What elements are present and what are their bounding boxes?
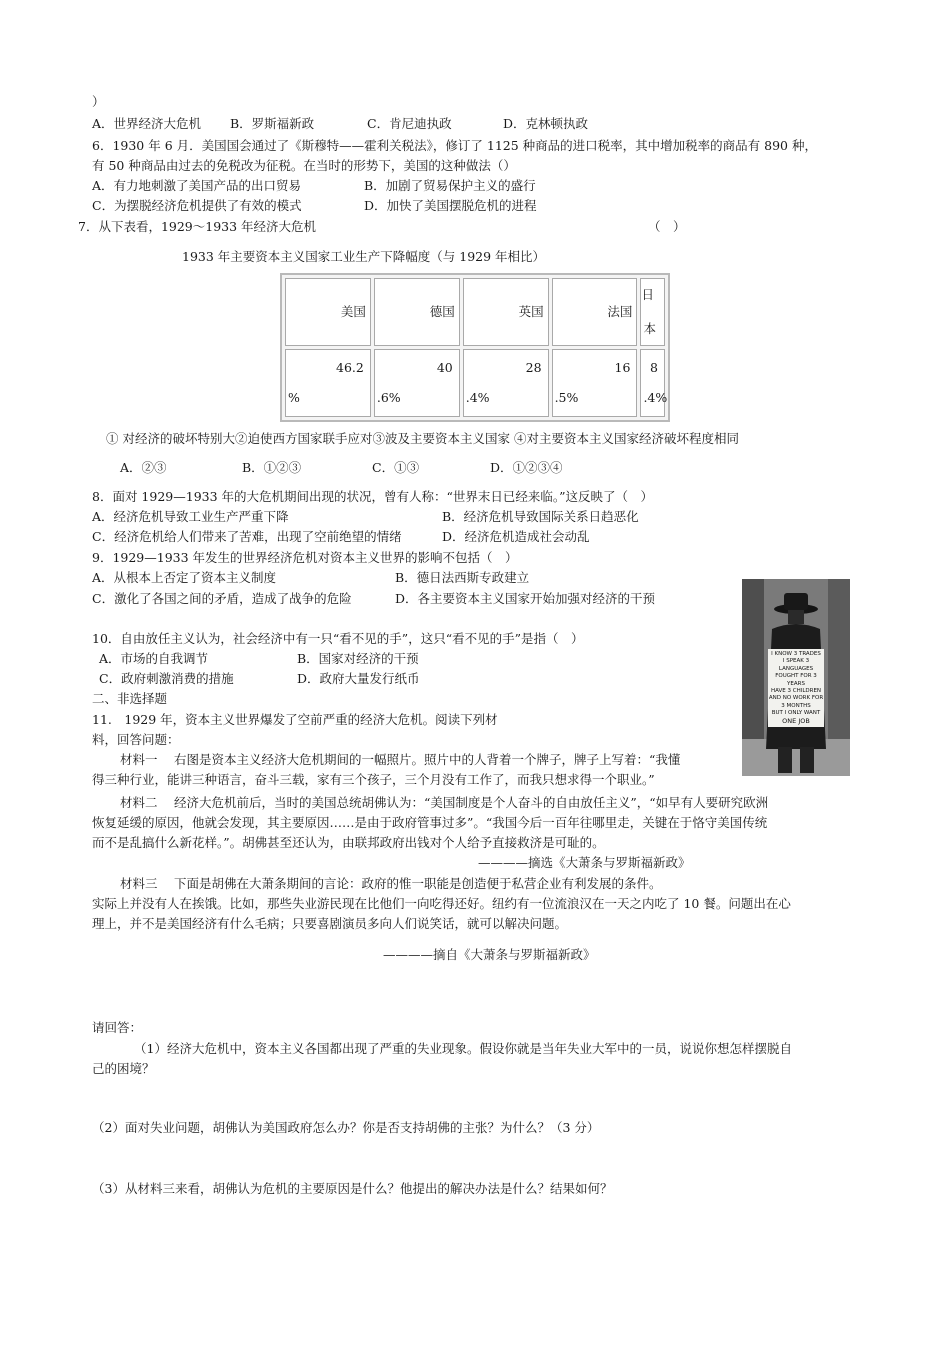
q5-option-c: C．肯尼迪执政 xyxy=(367,116,452,131)
header-germany: 德国 xyxy=(374,278,460,346)
sign-line: AND NO WORK FOR xyxy=(768,695,824,702)
q8-option-b: B．经济危机导致国际关系日趋恶化 xyxy=(442,509,639,524)
header-uk: 英国 xyxy=(463,278,549,346)
value-france xyxy=(552,349,638,417)
please-answer: 请回答： xyxy=(92,1020,143,1035)
value-usa xyxy=(285,349,371,417)
q6-option-c: C．为摆脱经济危机提供了有效的模式 xyxy=(92,198,302,213)
header-japan xyxy=(640,278,665,346)
sign-line: I SPEAK 3 LANGUAGES xyxy=(778,658,814,672)
q8-option-c: C．经济危机给人们带来了苦难，出现了空前绝望的情绪 xyxy=(92,529,402,544)
material2-line3: 而不是乱搞什么新花样。”。胡佛甚至还认为，由联邦政府出钱对个人给予直接救济是可耻的。 xyxy=(92,835,605,850)
q9-option-d: D．各主要资本主义国家开始加强对经济的干预 xyxy=(395,591,656,606)
q9-option-c: C．激化了各国之间的矛盾，造成了战争的危险 xyxy=(92,591,352,606)
subquestion-3: （3）从材料三来看，胡佛认为危机的主要原因是什么？他提出的解决办法是什么？结果如何？ xyxy=(92,1181,613,1196)
sign-line: HAVE 3 CHILDREN xyxy=(770,688,822,695)
q10-option-b: B．国家对经济的干预 xyxy=(297,651,419,666)
q6-stem-line2: 有 50 种商品由过去的免税改为征税。在当时的形势下，美国的这种做法（） xyxy=(92,158,516,173)
value-germany-top: 40 xyxy=(436,360,453,375)
sign-line: FOUGHT FOR 3 YEARS xyxy=(775,673,817,687)
q10-options-row1 xyxy=(99,651,419,667)
section-heading-non-choice: 二、非选择题 xyxy=(92,691,168,706)
q6-option-a: A．有力地刺激了美国产品的出口贸易 xyxy=(92,178,302,193)
q9-option-b: B．德日法西斯专政建立 xyxy=(395,570,530,585)
material1-line2: 得三种行业，能讲三种语言，奋斗三载，家有三个孩子，三个月没有工作了，而我只想求得一个职业。” xyxy=(92,772,655,787)
value-japan-bottom: .4% xyxy=(643,390,668,406)
q9-stem: 9．1929—1933 年发生的世界经济危机对资本主义世界的影响不包括（ ） xyxy=(92,550,518,565)
material3-line3: 理上，并不是美国经济有什么毛病；只要喜剧演员多向人们说笑话，就可以解决问题。 xyxy=(92,916,568,931)
value-usa-top: 46.2 xyxy=(336,360,364,375)
material3-line2: 实际上并没有人在挨饿。比如，那些失业游民现在比他们一向吃得还好。纽约有一位流浪汉在一天之内吃了 10 餐。问题出在心 xyxy=(92,896,791,911)
q10-option-d: D．政府大量发行纸币 xyxy=(297,671,420,686)
q10-option-a: A．市场的自我调节 xyxy=(99,651,209,666)
value-uk-top: 28 xyxy=(525,360,542,375)
photo-sign xyxy=(768,649,824,727)
subquestion-2: （2）面对失业问题，胡佛认为美国政府怎么办？你是否支持胡佛的主张？为什么？（3 分） xyxy=(92,1120,600,1135)
q11-stem-line1: 11. 1929 年，资本主义世界爆发了空前严重的经济大危机。阅读下列材 xyxy=(92,712,498,727)
value-france-bottom: .5% xyxy=(554,390,579,406)
q8-options-row1 xyxy=(92,509,639,525)
value-uk xyxy=(463,349,549,417)
q5-option-d: D．克林顿执政 xyxy=(503,116,589,131)
q7-paren: （ ） xyxy=(648,219,686,234)
material2-source: ————摘选《大萧条与罗斯福新政》 xyxy=(478,855,691,870)
header-france: 法国 xyxy=(552,278,638,346)
q9-options-row2 xyxy=(92,591,655,607)
q10-option-c: C．政府刺激消费的措施 xyxy=(99,671,234,686)
q8-option-d: D．经济危机造成社会动乱 xyxy=(442,529,590,544)
q7-option-b: B．①②③ xyxy=(242,460,302,475)
unemployed-man-photo xyxy=(742,579,850,776)
q5-paren-close: ） xyxy=(92,94,105,109)
q8-stem: 8．面对 1929—1933 年的大危机期间出现的状况，曾有人称：“世界末日已经来临。”这反映了（ ） xyxy=(92,489,654,504)
value-france-top: 16 xyxy=(614,360,631,375)
q6-stem-line1: 6．1930 年 6 月．美国国会通过了《斯穆特——霍利关税法》，修订了 1125 种商品的进口税率，其中增加税率的商品有 890 种， xyxy=(92,138,817,153)
sign-line: BUT I ONLY WANT xyxy=(771,710,821,717)
q11-stem-line2: 料，回答问题： xyxy=(92,732,180,747)
value-japan-top: 8 xyxy=(650,360,658,375)
q7-option-d: D．①②③④ xyxy=(490,460,563,475)
material2-line1: 材料二 经济大危机前后，当时的美国总统胡佛认为：“美国制度是个人奋斗的自由放任主义”，“如早有人要研究欧洲 xyxy=(120,795,769,810)
header-japan-top: 日 xyxy=(641,287,654,302)
q5-options xyxy=(92,116,588,132)
q6-options-row1 xyxy=(92,178,536,194)
q7-stem: 7．从下表看，1929～1933 年经济大危机 xyxy=(78,219,317,234)
q10-options-row2 xyxy=(99,671,420,687)
q7-option-c: C．①③ xyxy=(372,460,420,475)
q5-option-a: A．世界经济大危机 xyxy=(92,116,202,131)
value-japan xyxy=(640,349,668,417)
q6-option-b: B．加剧了贸易保护主义的盛行 xyxy=(364,178,536,193)
q6-option-d: D．加快了美国摆脱危机的进程 xyxy=(364,198,537,213)
q9-options-row1 xyxy=(92,570,529,586)
value-germany-bottom: .6% xyxy=(376,390,401,406)
q10-stem: 10．自由放任主义认为，社会经济中有一只“看不见的手”，这只“看不见的手”是指（ ） xyxy=(92,631,584,646)
header-usa: 美国 xyxy=(285,278,371,346)
sign-line: 3 MONTHS xyxy=(781,702,811,709)
q8-option-a: A．经济危机导致工业生产严重下降 xyxy=(92,509,289,524)
q5-option-b: B．罗斯福新政 xyxy=(230,116,315,131)
header-japan-bottom: 本 xyxy=(643,321,656,337)
material3-line1: 材料三 下面是胡佛在大萧条期间的言论：政府的惟一职能是创造便于私营企业有利发展的条件。 xyxy=(120,876,662,891)
material1-line1: 材料一 右图是资本主义经济大危机期间的一幅照片。照片中的人背着一个牌子，牌子上写着：“我懂 xyxy=(120,752,681,767)
material3-source: ————摘自《大萧条与罗斯福新政》 xyxy=(383,947,596,962)
sign-line: I KNOW 3 TRADES xyxy=(771,651,821,657)
value-uk-bottom: .4% xyxy=(465,390,490,406)
value-usa-bottom: % xyxy=(288,390,300,406)
q7-table-title: 1933 年主要资本主义国家工业生产下降幅度（与 1929 年相比） xyxy=(182,249,546,264)
subquestion-1-line2: 己的困境？ xyxy=(92,1061,155,1076)
q7-statements: ① 对经济的破坏特别大②迫使西方国家联手应对③波及主要资本主义国家 ④对主要资本主义国家经济破坏程度相同 xyxy=(106,431,739,446)
q7-options xyxy=(120,460,563,476)
q8-options-row2 xyxy=(92,529,590,545)
subquestion-1-line1: （1）经济大危机中，资本主义各国都出现了严重的失业现象。假设你就是当年失业大军中的一员，说说你想怎样摆脱自 xyxy=(134,1041,792,1056)
production-decline-table xyxy=(280,273,670,422)
material2-line2: 恢复延缓的原因，他就会发现，其主要原因……是由于政府管事过多”。“我国今后一百年往哪里走，关键在于恪守美国传统 xyxy=(92,815,768,830)
sign-line: ONE JOB xyxy=(782,716,810,725)
value-germany xyxy=(374,349,460,417)
q6-options-row2 xyxy=(92,198,537,214)
q7-option-a: A．②③ xyxy=(120,460,167,475)
q9-option-a: A．从根本上否定了资本主义制度 xyxy=(92,570,277,585)
